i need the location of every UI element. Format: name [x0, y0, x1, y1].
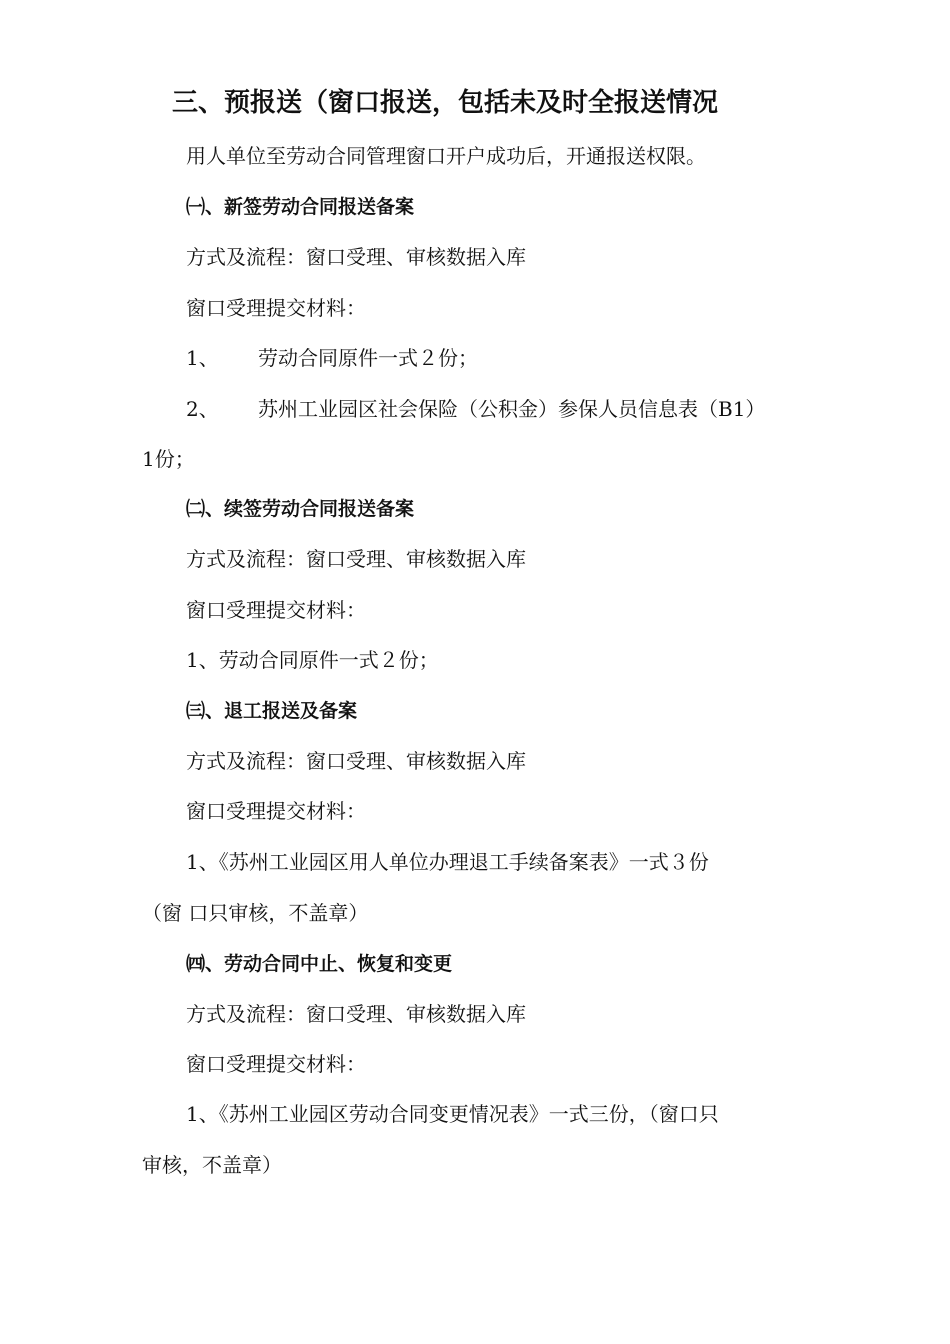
page-title: 三、预报送（窗口报送，包括未及时全报送情况 [172, 88, 719, 118]
section3-method: 方式及流程：窗口受理、审核数据入库 [186, 749, 526, 773]
section3-item-1: 1、《苏州工业园区用人单位办理退工手续备案表》一式３份 [186, 850, 709, 874]
section-heading-3: ㈢、退工报送及备案 [186, 700, 358, 722]
section2-method: 方式及流程：窗口受理、审核数据入库 [186, 547, 526, 571]
section3-item-1-continuation: （窗 口只审核，不盖章） [142, 901, 369, 925]
section4-method: 方式及流程：窗口受理、审核数据入库 [186, 1002, 526, 1026]
section1-materials-label: 窗口受理提交材料： [186, 296, 366, 320]
section1-method: 方式及流程：窗口受理、审核数据入库 [186, 245, 526, 269]
list-item-text: 劳动合同原件一式２份； [258, 346, 478, 370]
section-heading-2: ㈡、续签劳动合同报送备案 [186, 498, 415, 520]
intro-paragraph: 用人单位至劳动合同管理窗口开户成功后，开通报送权限。 [186, 144, 706, 168]
section4-item-1: 1、《苏州工业园区劳动合同变更情况表》一式三份，（窗口只 [186, 1102, 719, 1126]
section2-item-1: 1、劳动合同原件一式２份； [186, 648, 439, 672]
section1-item-1 [186, 344, 478, 372]
section-heading-4: ㈣、劳动合同中止、恢复和变更 [186, 953, 453, 975]
section1-item-2-continuation: 1份； [142, 447, 195, 471]
list-item-text: 苏州工业园区社会保险（公积金）参保人员信息表（B1） [258, 397, 766, 421]
list-number: 2、 [186, 397, 219, 421]
section1-item-2 [186, 395, 765, 423]
section4-item-1-continuation: 审核，不盖章） [142, 1153, 282, 1177]
list-number: 1、 [186, 346, 219, 370]
section-heading-1: ㈠、新签劳动合同报送备案 [186, 196, 415, 218]
section4-materials-label: 窗口受理提交材料： [186, 1052, 366, 1076]
section2-materials-label: 窗口受理提交材料： [186, 598, 366, 622]
section3-materials-label: 窗口受理提交材料： [186, 799, 366, 823]
